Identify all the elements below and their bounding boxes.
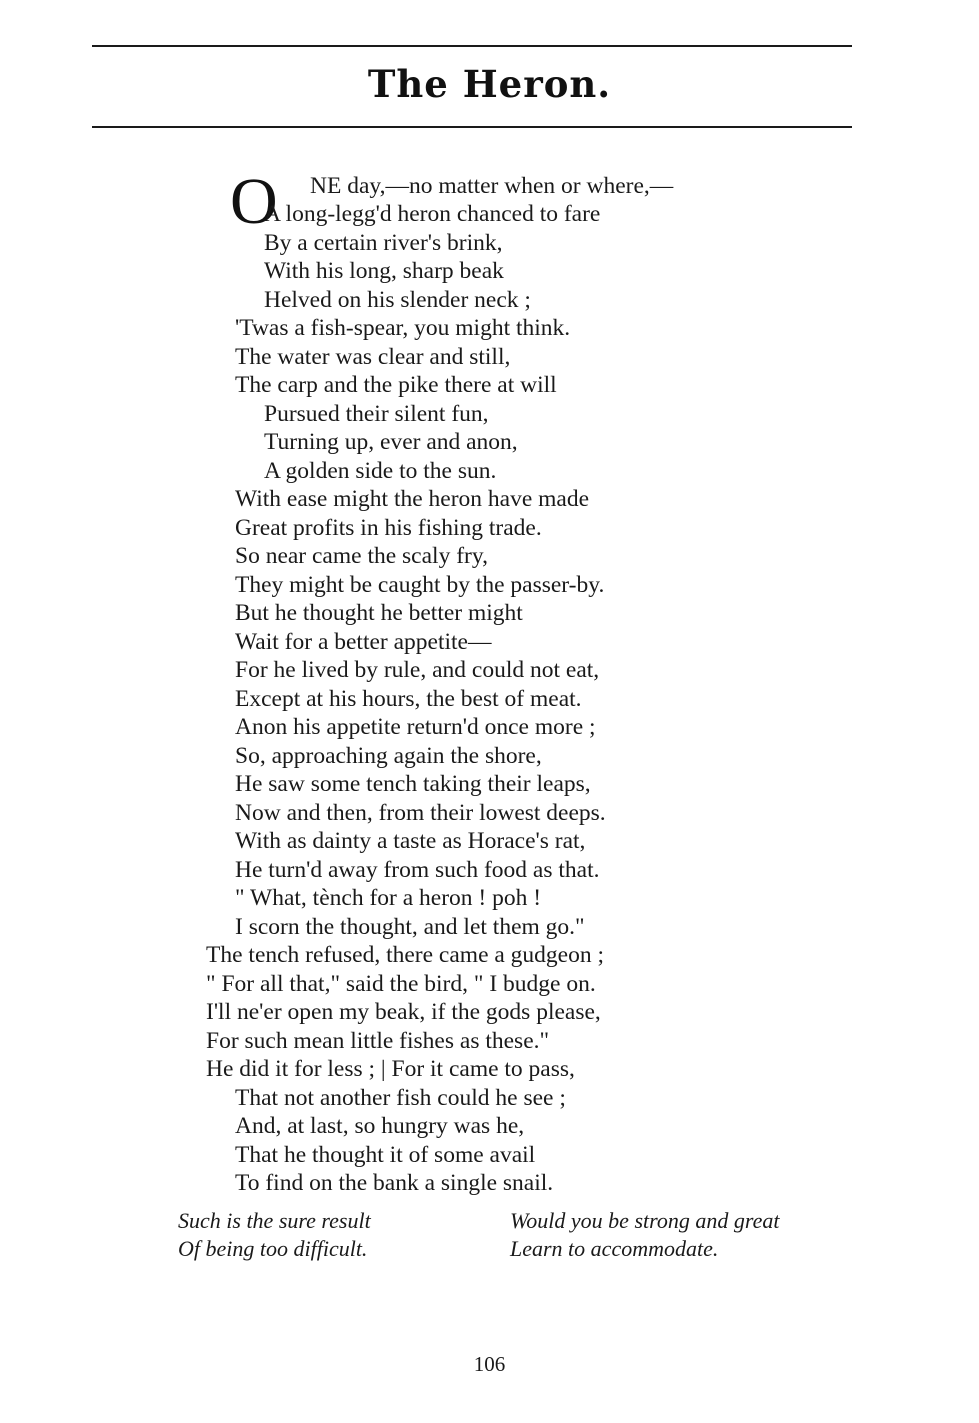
poem-line: Great profits in his fishing trade. bbox=[235, 515, 542, 541]
poem-line: NE day,—no matter when or where,— bbox=[310, 173, 674, 199]
drop-cap: O bbox=[230, 165, 278, 238]
poem-line: " For all that," said the bird, " I budge on. bbox=[206, 971, 596, 997]
poem-line: But he thought he better might bbox=[235, 600, 523, 626]
poem-line: That he thought it of some avail bbox=[235, 1142, 536, 1168]
poem-line: A long-legg'd heron chanced to fare bbox=[264, 201, 601, 227]
poem-line: Except at his hours, the best of meat. bbox=[235, 686, 582, 712]
poem-line: With as dainty a taste as Horace's rat, bbox=[235, 828, 586, 854]
poem-line: With ease might the heron have made bbox=[235, 486, 590, 512]
poem-line: A golden side to the sun. bbox=[264, 458, 497, 484]
poem-line: Turning up, ever and anon, bbox=[264, 429, 518, 455]
poem-line: Now and then, from their lowest deeps. bbox=[235, 800, 606, 826]
poem-line: I scorn the thought, and let them go." bbox=[235, 914, 585, 940]
poem-line: By a certain river's brink, bbox=[264, 230, 503, 256]
poem-line: That not another fish could he see ; bbox=[235, 1085, 566, 1111]
poem-line: With his long, sharp beak bbox=[264, 258, 504, 284]
poem-line: 'Twas a fish-spear, you might think. bbox=[235, 315, 571, 341]
poem-line: For he lived by rule, and could not eat, bbox=[235, 657, 600, 683]
poem-line: I'll ne'er open my beak, if the gods please, bbox=[206, 999, 601, 1025]
poem-line: For such mean little fishes as these." bbox=[206, 1028, 550, 1054]
poem-line: So near came the scaly fry, bbox=[235, 543, 488, 569]
moral-left-line: Such is the sure result bbox=[178, 1208, 371, 1233]
page-title: The Heron. bbox=[367, 62, 612, 106]
poem-line: He turn'd away from such food as that. bbox=[235, 857, 600, 883]
moral-right-line: Learn to accommodate. bbox=[510, 1236, 719, 1261]
poem-line: Anon his appetite return'd once more ; bbox=[235, 714, 596, 740]
moral-right-line: Would you be strong and great bbox=[510, 1208, 780, 1233]
top-rule bbox=[92, 45, 852, 47]
bottom-rule bbox=[92, 126, 852, 128]
poem-line: And, at last, so hungry was he, bbox=[235, 1113, 525, 1139]
poem-line: They might be caught by the passer-by. bbox=[235, 572, 605, 598]
poem-line: Helved on his slender neck ; bbox=[264, 287, 531, 313]
poem-line: Wait for a better appetite— bbox=[235, 629, 492, 655]
poem-line: " What, tènch for a heron ! poh ! bbox=[235, 885, 542, 911]
poem-line: So, approaching again the shore, bbox=[235, 743, 542, 769]
page-number: 106 bbox=[473, 1352, 506, 1376]
poem-line: The carp and the pike there at will bbox=[235, 372, 557, 398]
poem-line: He saw some tench taking their leaps, bbox=[235, 771, 591, 797]
poem-line: Pursued their silent fun, bbox=[264, 401, 489, 427]
poem-line: The tench refused, there came a gudgeon ; bbox=[206, 942, 605, 968]
poem-line: The water was clear and still, bbox=[235, 344, 511, 370]
moral-left-line: Of being too difficult. bbox=[178, 1236, 368, 1261]
poem-line: He did it for less ; | For it came to pass, bbox=[206, 1056, 575, 1082]
poem-line: To find on the bank a single snail. bbox=[235, 1170, 554, 1196]
